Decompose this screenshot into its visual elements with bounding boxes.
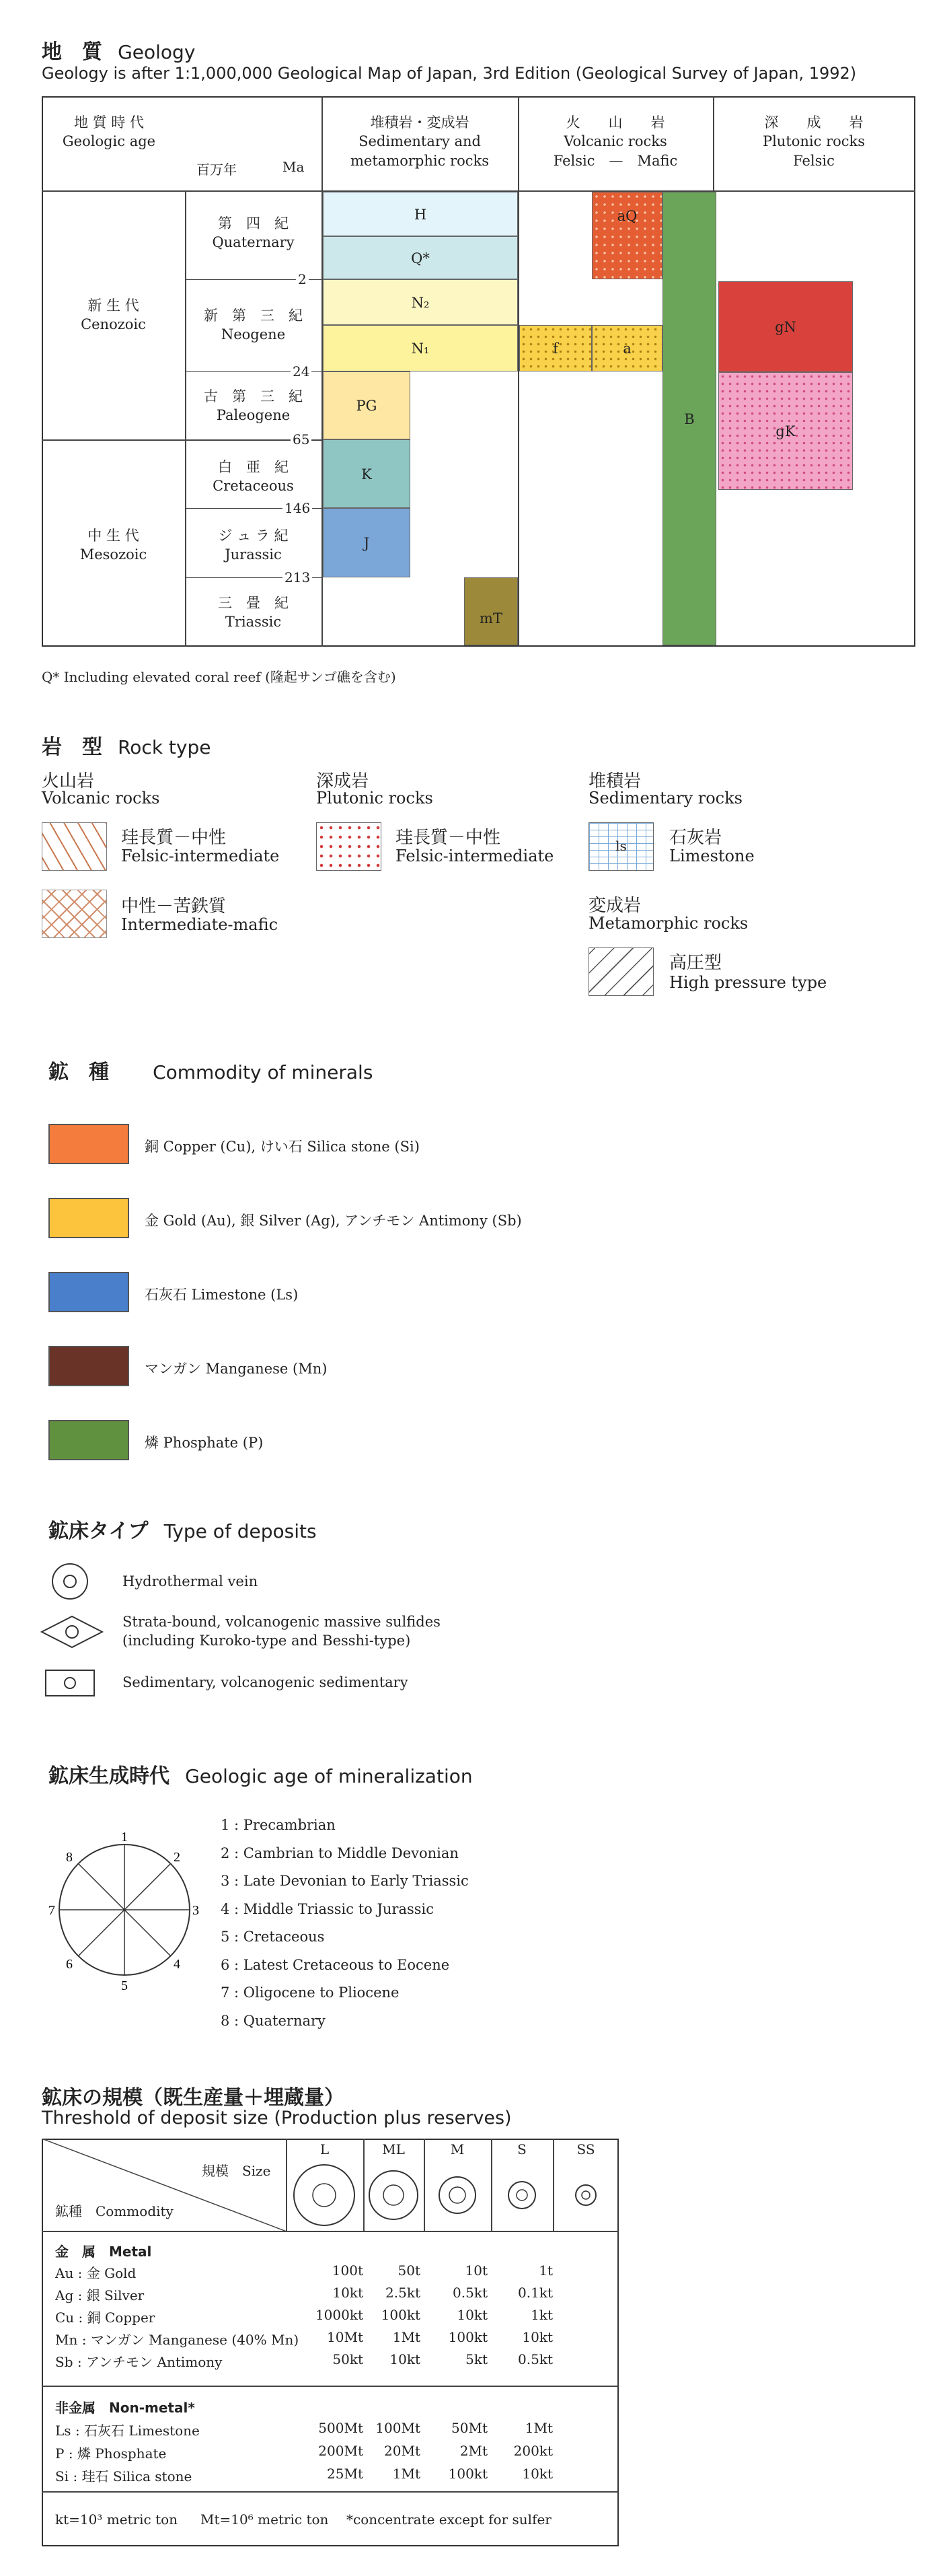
swatch-copper: [48, 1124, 129, 1164]
metal-row-name: Sb : アンチモン Antimony: [55, 2354, 223, 2370]
hp-en: High pressure type: [669, 973, 827, 992]
nonmetal-row-name: Si : 珪石 Silica stone: [55, 2468, 192, 2484]
size-value: 1t: [539, 2262, 553, 2279]
strata-bound-icon: [42, 1616, 102, 1647]
period-jurassic: [185, 526, 321, 565]
metal-row-name: Cu : 銅 Copper: [55, 2310, 155, 2326]
size-foot-kt: kt=10³ metric ton: [55, 2511, 178, 2528]
boundary-213: 213: [282, 569, 312, 585]
unit-H: H: [323, 192, 518, 236]
boundary-24: 24: [291, 363, 311, 380]
size-value: 25Mt: [327, 2466, 363, 2482]
size-value: 10kt: [457, 2307, 488, 2323]
age-item: 4 : Middle Triassic to Jurassic: [221, 1900, 434, 1917]
header-sed: [321, 113, 518, 170]
header-age-en: Geologic age: [62, 133, 156, 150]
size-circles: [286, 2160, 619, 2230]
size-value: 20Mt: [384, 2443, 420, 2459]
col-M: M: [450, 2141, 465, 2157]
size-value: 10kt: [389, 2351, 420, 2367]
size-value: 100kt: [381, 2307, 420, 2323]
header-plu-jp: 深 成 岩: [764, 114, 864, 131]
unit-f: f: [519, 325, 592, 371]
header-ma-jp: 百万年: [196, 162, 237, 178]
age-num-6: 6: [66, 1957, 73, 1972]
age-item: 1 : Precambrian: [221, 1817, 336, 1833]
header-vol-en: Volcanic rocks: [564, 133, 667, 150]
mineral-label: マンガン Manganese (Mn): [145, 1361, 328, 1377]
period-neogene: [185, 306, 321, 345]
plutonic-jp: 深成岩: [316, 771, 369, 791]
col-ML: ML: [382, 2141, 405, 2157]
unit-B: B: [662, 192, 716, 645]
era-cenozoic-jp: 新 生 代: [87, 297, 139, 314]
period-en: Neogene: [221, 326, 286, 343]
size-value: 0.5kt: [518, 2351, 553, 2367]
header-vol: [518, 113, 713, 170]
unit-gK: gK: [718, 372, 853, 490]
era-mesozoic-jp: 中 生 代: [87, 528, 139, 544]
meta-en: Metamorphic rocks: [589, 914, 749, 933]
age-item: 5 : Cretaceous: [221, 1929, 325, 1945]
size-value: 100kt: [448, 2329, 488, 2345]
geology-subtitle: Geology is after 1:1,000,000 Geological Map of Japan, 3rd Edition (Geological Survey of Japan, 1992): [42, 64, 857, 83]
period-cretaceous: [185, 458, 321, 496]
sed-en: Sedimentary rocks: [589, 789, 743, 808]
vmafic-en: Intermediate-mafic: [121, 915, 278, 934]
age-num-1: 1: [121, 1830, 128, 1845]
age-num-3: 3: [192, 1903, 199, 1918]
age-item: 3 : Late Devonian to Early Triassic: [221, 1873, 469, 1889]
period-jp: 三 畳 紀: [218, 595, 289, 611]
metal-row-name: Au : 金 Gold: [55, 2265, 137, 2281]
period-jp: ジ ュ ラ 紀: [218, 528, 289, 544]
size-value: 50kt: [332, 2351, 363, 2367]
nonmetal-row-name: P : 燐 Phosphate: [55, 2445, 167, 2462]
unit-N1: N₁: [323, 325, 518, 371]
volcanic-en: Volcanic rocks: [42, 789, 160, 808]
size-value: 200kt: [513, 2443, 553, 2459]
header-sed-en2: metamorphic rocks: [350, 152, 489, 169]
header-ma-en: Ma: [282, 159, 305, 175]
geology-footnote: Q* Including elevated coral reef (隆起サンゴ礁を含む): [42, 669, 396, 685]
limestone-code: ls: [615, 838, 627, 854]
size-value: 5kt: [465, 2351, 488, 2367]
deposits-heading: [48, 1514, 317, 1544]
period-paleogene: [185, 387, 321, 425]
vfelsic-jp: 珪長質－中性: [121, 828, 227, 848]
mineral-label: 石灰石 Limestone (Ls): [145, 1287, 299, 1303]
pattern-plutonic-felsic: [316, 822, 381, 871]
era-mesozoic-en: Mesozoic: [79, 546, 147, 563]
unit-PG: PG: [323, 371, 410, 439]
size-value: 1Mt: [525, 2420, 553, 2436]
header-vol-jp: 火 山 岩: [566, 114, 665, 131]
size-value: 10kt: [522, 2466, 553, 2482]
swatch-manganese: [48, 1346, 129, 1386]
size-value: 50Mt: [451, 2420, 488, 2436]
size-value: 1000kt: [315, 2307, 363, 2323]
rock-type-title-jp: 岩 型: [42, 736, 102, 759]
era-cenozoic: [42, 296, 185, 334]
age-num-7: 7: [48, 1903, 55, 1918]
geology-heading: [42, 35, 195, 65]
col-L: L: [319, 2141, 330, 2157]
size-value: 10Mt: [327, 2329, 363, 2345]
plutonic-en: Plutonic rocks: [316, 789, 433, 808]
rock-type-title-en: Rock type: [118, 736, 211, 758]
size-value: 1Mt: [392, 2329, 420, 2345]
unit-Qstar: Q*: [323, 236, 518, 279]
size-value: 10kt: [522, 2329, 553, 2345]
period-en: Cretaceous: [213, 478, 294, 495]
era-mesozoic: [42, 526, 185, 565]
deposits-title-en: Type of deposits: [163, 1520, 317, 1542]
mineral-label: 燐 Phosphate (P): [145, 1435, 264, 1451]
geology-title-jp: 地 質: [42, 40, 102, 64]
deposit-strata-1: Strata-bound, volcanogenic massive sulfides: [122, 1614, 441, 1630]
mineral-label: 銅 Copper (Cu), けい石 Silica stone (Si): [145, 1139, 420, 1155]
header-age: [42, 113, 176, 151]
sedimentary-icon: [46, 1670, 94, 1696]
unit-N2: N₂: [323, 279, 518, 325]
age-num-4: 4: [174, 1957, 180, 1972]
vfelsic-en: Felsic-intermediate: [121, 847, 280, 865]
age-num-2: 2: [174, 1850, 180, 1865]
pattern-limestone: [589, 822, 654, 871]
unit-mT: mT: [464, 577, 518, 645]
minerals-title-jp: 鉱 種: [48, 1061, 109, 1084]
size-value: 500Mt: [318, 2420, 363, 2436]
size-value: 100Mt: [375, 2420, 420, 2436]
age-num-5: 5: [121, 1978, 128, 1992]
commodity-hdr: 鉱種 Commodity: [55, 2203, 174, 2219]
swatch-gold: [48, 1198, 129, 1238]
pattern-high-pressure: [589, 947, 654, 996]
metal-row-name: Ag : 銀 Silver: [55, 2287, 145, 2303]
mineral-label: 金 Gold (Au), 銀 Silver (Ag), アンチモン Antimony (Sb): [145, 1213, 522, 1229]
swatch-phosphate: [48, 1420, 129, 1460]
size-ML-icon: [369, 2171, 418, 2219]
period-jp: 白 亜 紀: [218, 459, 289, 475]
age-list: [221, 1812, 469, 2035]
pattern-volcanic-felsic: [42, 822, 107, 871]
period-jp: 新 第 三 紀: [204, 308, 303, 324]
period-en: Paleogene: [216, 407, 291, 424]
size-L-icon: [294, 2165, 354, 2225]
size-value: 2.5kt: [385, 2285, 420, 2301]
mineral-age-title-jp: 鉱床生成時代: [48, 1764, 169, 1788]
mineral-age-title-en: Geologic age of mineralization: [185, 1765, 473, 1787]
swatch-limestone: [48, 1272, 129, 1312]
age-num-8: 8: [66, 1850, 73, 1865]
size-value: 10t: [465, 2262, 488, 2279]
age-item: 6 : Latest Cretaceous to Eocene: [221, 1956, 450, 1973]
mineral-age-heading: [48, 1759, 473, 1789]
size-title-jp: 鉱床の規模（既生産量＋埋蔵量）: [42, 2086, 344, 2110]
vmafic-jp: 中性－苦鉄質: [121, 896, 227, 917]
period-quaternary: [185, 214, 321, 252]
era-cenozoic-en: Cenozoic: [81, 316, 146, 333]
deposit-sedimentary: Sedimentary, volcanogenic sedimentary: [122, 1674, 408, 1690]
header-plu-en2: Felsic: [793, 152, 835, 169]
size-foot-note: *concentrate except for sulfer: [346, 2511, 552, 2528]
lime-en: Limestone: [669, 847, 755, 865]
period-jp: 古 第 三 紀: [204, 388, 303, 404]
boundary-146: 146: [282, 500, 312, 516]
size-S-icon: [508, 2182, 535, 2209]
size-SS-icon: [576, 2185, 596, 2205]
size-value: 1Mt: [392, 2466, 420, 2482]
age-item: 2 : Cambrian to Middle Devonian: [221, 1845, 459, 1861]
rock-type-heading: [42, 730, 211, 760]
header-plu-en1: Plutonic rocks: [762, 133, 866, 150]
hydrothermal-vein-icon: [52, 1564, 87, 1599]
size-value: 1kt: [531, 2307, 553, 2323]
pattern-volcanic-mafic: [42, 890, 107, 938]
size-value: 2Mt: [459, 2443, 488, 2459]
metal-hdr: 金 属 Metal: [55, 2244, 152, 2260]
period-en: Quaternary: [212, 234, 295, 251]
boundary-65: 65: [291, 431, 311, 448]
unit-a: a: [592, 325, 662, 371]
boundary-2: 2: [296, 271, 309, 287]
unit-K: K: [323, 439, 410, 508]
period-en: Triassic: [225, 614, 282, 631]
meta-jp: 変成岩: [589, 896, 642, 916]
minerals-heading: [48, 1055, 373, 1085]
hp-jp: 高圧型: [669, 953, 722, 973]
size-value: 10kt: [332, 2285, 363, 2301]
size-value: 200Mt: [318, 2443, 363, 2459]
metal-row-name: Mn : マンガン Manganese (40% Mn): [55, 2332, 299, 2348]
size-value: 50t: [397, 2262, 420, 2279]
deposit-strata-2: (including Kuroko-type and Besshi-type): [122, 1633, 411, 1649]
size-value: 100kt: [448, 2466, 488, 2482]
geology-title-en: Geology: [118, 41, 196, 63]
size-hdr: 規模 Size: [202, 2163, 271, 2179]
pfelsic-jp: 珪長質－中性: [395, 828, 501, 848]
unit-gN: gN: [718, 281, 853, 372]
deposits-title-jp: 鉱床タイプ: [48, 1519, 149, 1543]
period-triassic: [185, 594, 321, 632]
header-sed-jp: 堆積岩・変成岩: [370, 114, 469, 131]
period-jp: 第 四 紀: [218, 215, 289, 231]
age-item: 7 : Oligocene to Pliocene: [221, 1984, 400, 2001]
size-value: 0.5kt: [453, 2285, 488, 2301]
unit-aQ: aQ: [592, 192, 662, 279]
age-wheel: [47, 1830, 209, 1992]
minerals-title-en: Commodity of minerals: [153, 1061, 373, 1083]
period-en: Jurassic: [225, 546, 282, 563]
deposit-hydrothermal: Hydrothermal vein: [122, 1573, 258, 1589]
size-value: 0.1kt: [518, 2285, 553, 2301]
age-item: 8 : Quaternary: [221, 2012, 326, 2029]
size-M-icon: [439, 2177, 476, 2213]
size-value: 100t: [332, 2262, 363, 2279]
header-plu: [713, 113, 915, 170]
col-S: S: [517, 2141, 527, 2157]
header-age-jp: 地 質 時 代: [73, 114, 145, 131]
size-foot-mt: Mt=10⁶ metric ton: [200, 2511, 329, 2528]
deposit-symbols: [40, 1554, 114, 1709]
nonmetal-hdr: 非金属 Non-metal*: [55, 2400, 195, 2416]
header-sed-en1: Sedimentary and: [358, 133, 481, 150]
col-SS: SS: [576, 2141, 595, 2157]
lime-jp: 石灰岩: [669, 828, 722, 848]
volcanic-jp: 火山岩: [42, 771, 95, 791]
unit-J: J: [323, 508, 410, 577]
header-vol-range: Felsic — Mafic: [553, 152, 678, 169]
size-title-en: Threshold of deposit size (Production plus reserves): [42, 2108, 512, 2128]
sed-jp: 堆積岩: [589, 771, 642, 791]
nonmetal-row-name: Ls : 石灰石 Limestone: [55, 2423, 200, 2439]
pfelsic-en: Felsic-intermediate: [395, 847, 554, 865]
